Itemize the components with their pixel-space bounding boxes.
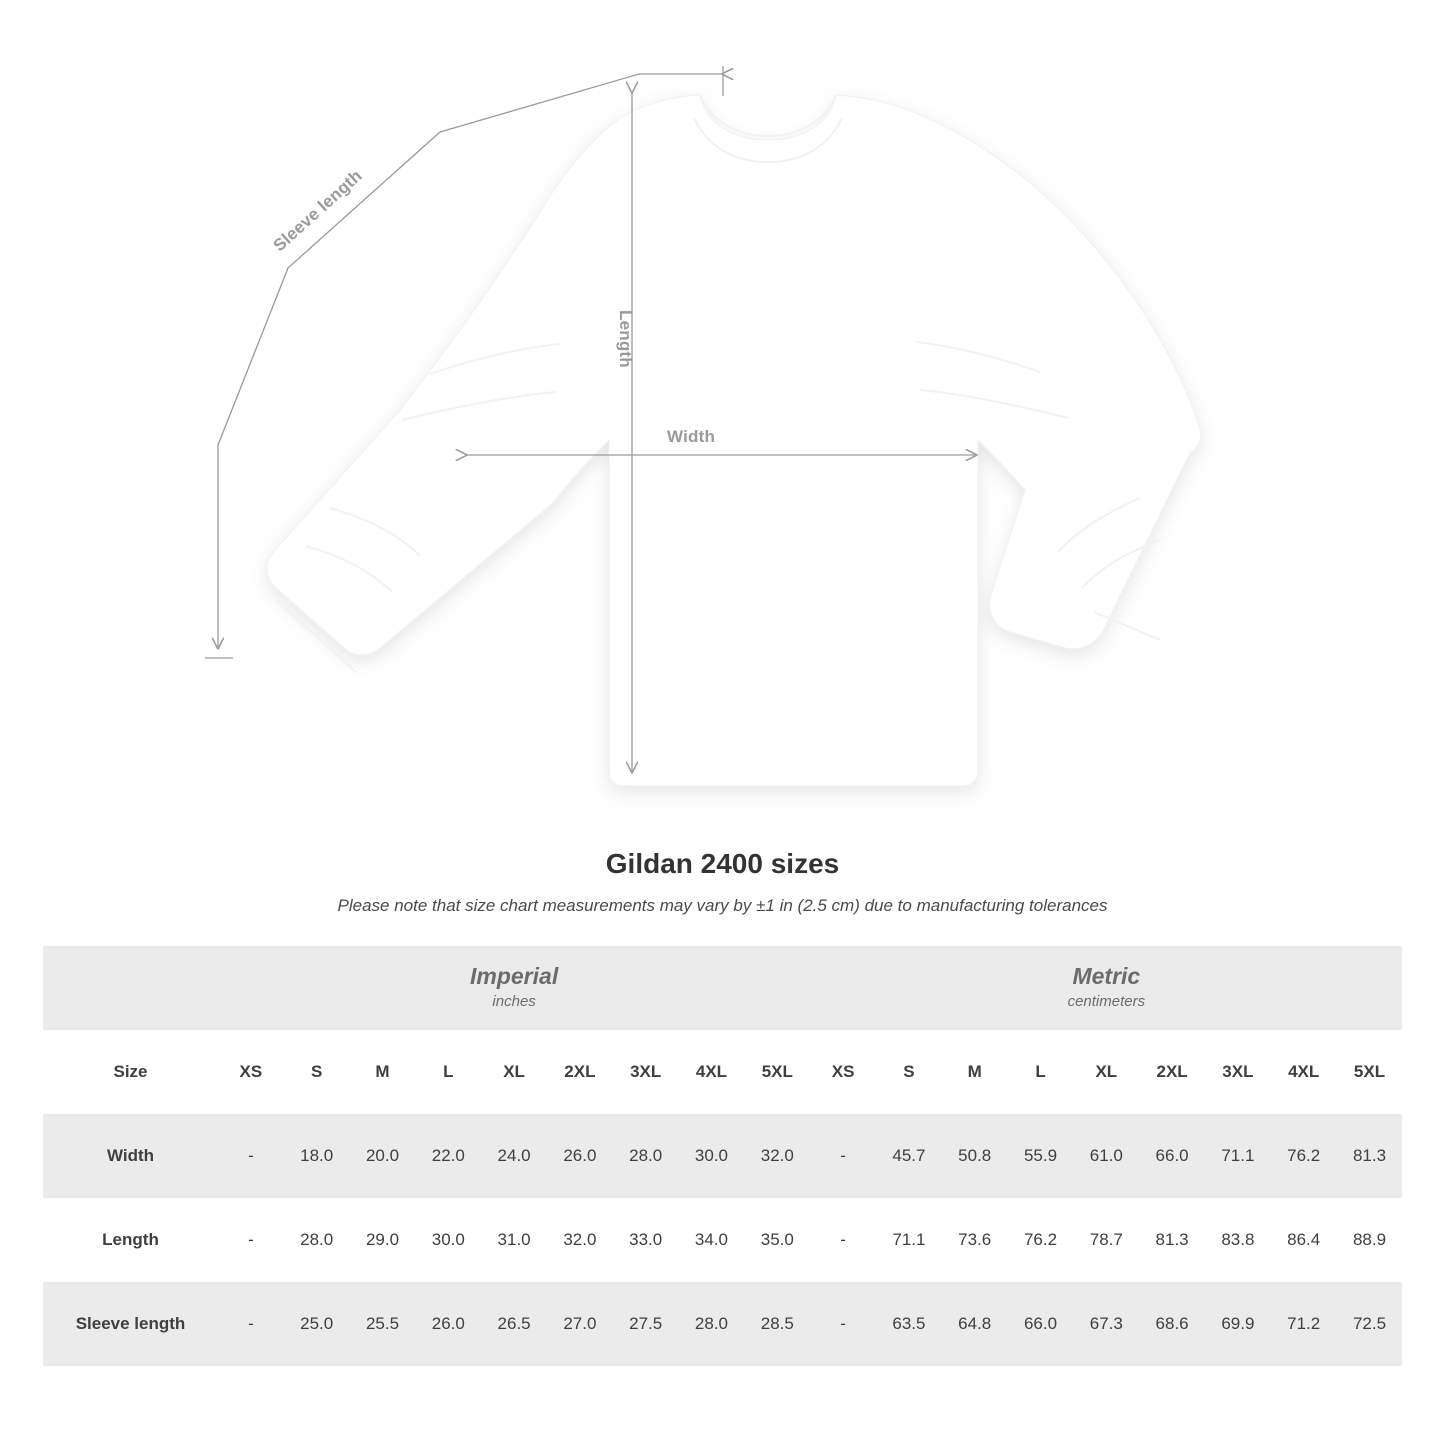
table-row [43,1114,1402,1198]
length-dimension-label: Length [616,310,635,368]
column-header: 4XL [1271,1030,1337,1114]
cell: - [810,1114,876,1198]
column-header: M [942,1030,1008,1114]
column-header: 4XL [679,1030,745,1114]
cell: 78.7 [1073,1198,1139,1282]
cell: 30.0 [415,1198,481,1282]
column-header: XS [218,1030,284,1114]
size-chart-table-wrapper [43,946,1402,1366]
cell: 83.8 [1205,1198,1271,1282]
column-header: 2XL [547,1030,613,1114]
table-row [43,1198,1402,1282]
cell: 81.3 [1139,1198,1205,1282]
unit-group-imperial-title: Imperial [470,962,559,989]
cell: 28.0 [679,1282,745,1366]
row-label-sleeve-length: Sleeve length [43,1282,218,1366]
cell: 20.0 [350,1114,416,1198]
column-header: L [415,1030,481,1114]
unit-group-imperial [218,946,810,1030]
cell: 35.0 [744,1198,810,1282]
column-header: XL [481,1030,547,1114]
unit-group-metric-subtitle: centimeters [1067,993,1146,1011]
column-header: 3XL [1205,1030,1271,1114]
cell: 32.0 [547,1198,613,1282]
column-header: M [350,1030,416,1114]
cell: 26.0 [415,1282,481,1366]
cell: 30.0 [679,1114,745,1198]
cell: 34.0 [679,1198,745,1282]
cell: 71.1 [876,1198,942,1282]
column-header: 3XL [613,1030,679,1114]
cell: 33.0 [613,1198,679,1282]
unit-group-metric-title: Metric [1072,962,1141,989]
cell: 72.5 [1337,1282,1403,1366]
cell: 63.5 [876,1282,942,1366]
cell: 66.0 [1139,1114,1205,1198]
sleeve-length-dimension-label: Sleeve length [269,166,366,256]
cell: 45.7 [876,1114,942,1198]
tolerance-note: Please note that size chart measurements may vary by ±1 in (2.5 cm) due to manufacturing tolerances [337,896,1108,915]
cell: 27.0 [547,1282,613,1366]
cell: 71.1 [1205,1114,1271,1198]
cell: 25.5 [350,1282,416,1366]
cell: 28.0 [613,1114,679,1198]
column-header: S [284,1030,350,1114]
cell: - [218,1198,284,1282]
column-header: 5XL [1337,1030,1403,1114]
title-block [0,848,1445,916]
cell: 68.6 [1139,1282,1205,1366]
cell: 66.0 [1008,1282,1074,1366]
unit-group-spacer [43,946,218,1030]
row-label-length: Length [43,1198,218,1282]
cell: 27.5 [613,1282,679,1366]
cell: 61.0 [1073,1114,1139,1198]
cell: 86.4 [1271,1198,1337,1282]
column-header-size: Size [43,1030,218,1114]
cell: - [218,1282,284,1366]
cell: 50.8 [942,1114,1008,1198]
cell: 71.2 [1271,1282,1337,1366]
cell: 24.0 [481,1114,547,1198]
column-header: L [1008,1030,1074,1114]
cell: 25.0 [284,1282,350,1366]
cell: 88.9 [1337,1198,1403,1282]
shirt-shape [267,95,1201,786]
size-chart-table [43,946,1402,1366]
table-row [43,1282,1402,1366]
cell: 55.9 [1008,1114,1074,1198]
row-label-width: Width [43,1114,218,1198]
page-title: Gildan 2400 sizes [605,848,840,879]
table-header-row [43,1030,1402,1114]
cell: 76.2 [1008,1198,1074,1282]
cell: 28.5 [744,1282,810,1366]
cell: 73.6 [942,1198,1008,1282]
cell: 67.3 [1073,1282,1139,1366]
unit-group-row [43,946,1402,1030]
cell: 81.3 [1337,1114,1403,1198]
cell: 26.0 [547,1114,613,1198]
cell: 31.0 [481,1198,547,1282]
cell: 28.0 [284,1198,350,1282]
cell: 32.0 [744,1114,810,1198]
cell: - [810,1198,876,1282]
cell: 18.0 [284,1114,350,1198]
cell: 29.0 [350,1198,416,1282]
column-header: XL [1073,1030,1139,1114]
width-dimension-label: Width [667,427,716,446]
cell: 64.8 [942,1282,1008,1366]
unit-group-metric [810,946,1402,1030]
column-header: 5XL [744,1030,810,1114]
unit-group-imperial-subtitle: inches [492,993,536,1011]
column-header: XS [810,1030,876,1114]
cell: - [218,1114,284,1198]
cell: 76.2 [1271,1114,1337,1198]
column-header: 2XL [1139,1030,1205,1114]
cell: 26.5 [481,1282,547,1366]
cell: 69.9 [1205,1282,1271,1366]
cell: - [810,1282,876,1366]
cell: 22.0 [415,1114,481,1198]
column-header: S [876,1030,942,1114]
